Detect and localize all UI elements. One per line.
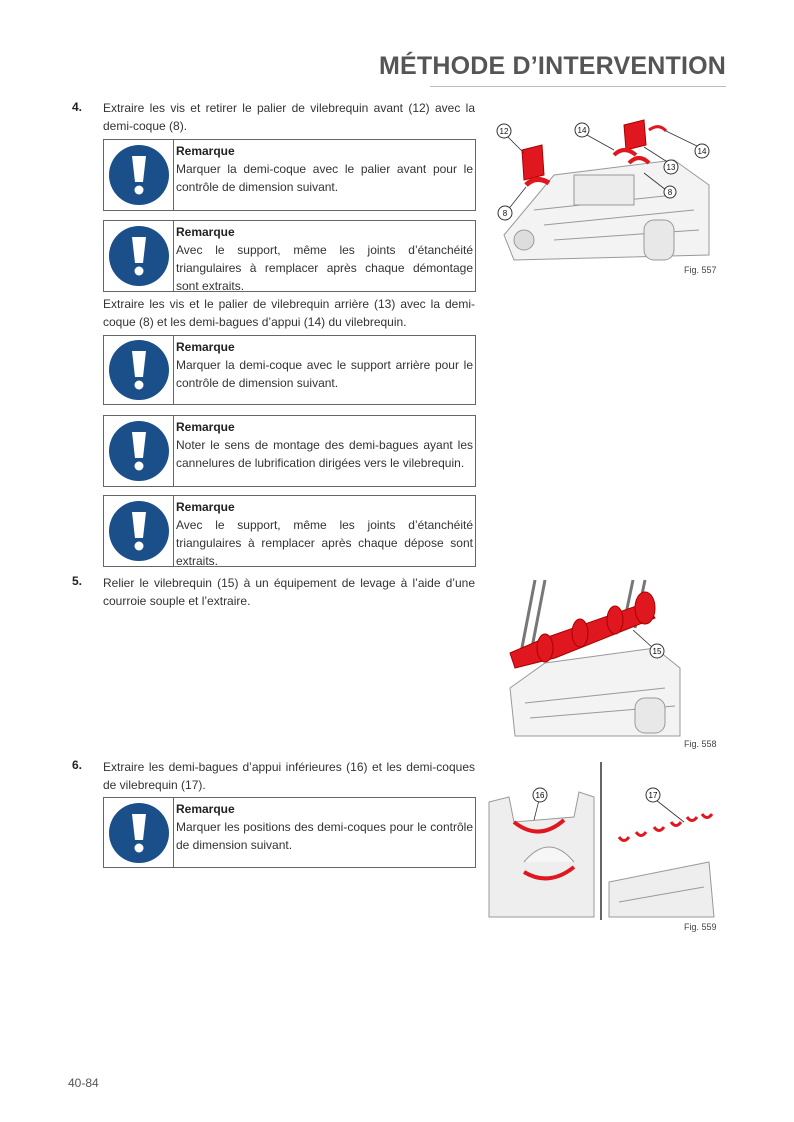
figure-559-half-rings-and-shells bbox=[484, 762, 718, 920]
step-5-text: Relier le vilebrequin (15) à un équipement de levage à l’aide d’une courroie souple et l’extraire. bbox=[103, 576, 475, 608]
remark-box bbox=[103, 139, 476, 211]
remark-box bbox=[103, 797, 476, 868]
remark-title: Remarque bbox=[176, 340, 235, 354]
figure-558-crankshaft-lifting bbox=[505, 578, 685, 738]
callout-label: 16 bbox=[535, 791, 545, 800]
header-divider bbox=[430, 86, 726, 87]
step-4-number: 4. bbox=[72, 100, 83, 114]
page-title: MÉTHODE D’INTERVENTION bbox=[378, 52, 726, 80]
callout-label: 8 bbox=[502, 209, 508, 218]
warning-exclamation-icon bbox=[109, 340, 169, 400]
figure-caption: Fig. 558 bbox=[684, 739, 717, 749]
step-6-number: 6. bbox=[72, 758, 83, 772]
remark-box bbox=[103, 415, 476, 487]
step-4-text: Extraire les vis et retirer le palier de vilebrequin avant (12) avec la demi-coque (8). bbox=[103, 101, 475, 133]
remark-text: Marquer la demi-coque avec le support arrière pour le contrôle de dimension suivant. bbox=[176, 358, 473, 390]
remark-box bbox=[103, 495, 476, 567]
remark-text: Avec le support, même les joints d’étanchéité triangulaires à remplacer après chaque dépose sont extraits. bbox=[176, 518, 473, 568]
remark-text: Avec le support, même les joints d’étanchéité triangulaires à remplacer après chaque démontage sont extraits. bbox=[176, 243, 473, 293]
callout-label: 8 bbox=[667, 188, 673, 197]
remark-title: Remarque bbox=[176, 500, 235, 514]
remark-text: Marquer les positions des demi-coques pour le contrôle de dimension suivant. bbox=[176, 820, 473, 852]
callout-label: 14 bbox=[577, 126, 587, 135]
remark-title: Remarque bbox=[176, 225, 235, 239]
step-5-number: 5. bbox=[72, 574, 83, 588]
figure-caption: Fig. 559 bbox=[684, 922, 717, 932]
callout-label: 17 bbox=[648, 791, 658, 800]
rear-bearing-paragraph: Extraire les vis et le palier de vilebrequin arrière (13) avec la demi-coque (8) et les demi-bagues d’appui (14) du vilebrequin. bbox=[103, 297, 475, 329]
callout-label: 14 bbox=[697, 147, 707, 156]
figure-557-crankshaft-bearing-removal bbox=[494, 115, 716, 263]
warning-exclamation-icon bbox=[109, 421, 169, 481]
remark-title: Remarque bbox=[176, 802, 235, 816]
warning-exclamation-icon bbox=[109, 145, 169, 205]
page-number: 40-84 bbox=[68, 1076, 99, 1090]
remark-box bbox=[103, 335, 476, 405]
remark-text: Marquer la demi-coque avec le palier avant pour le contrôle de dimension suivant. bbox=[176, 162, 473, 194]
warning-exclamation-icon bbox=[109, 226, 169, 286]
remark-title: Remarque bbox=[176, 420, 235, 434]
remark-box bbox=[103, 220, 476, 292]
callout-label: 12 bbox=[499, 127, 509, 136]
warning-exclamation-icon bbox=[109, 803, 169, 863]
remark-text: Noter le sens de montage des demi-bagues ayant les cannelures de lubrification dirigées vers le vilebrequin. bbox=[176, 438, 473, 470]
warning-exclamation-icon bbox=[109, 501, 169, 561]
callout-label: 15 bbox=[652, 647, 662, 656]
remark-title: Remarque bbox=[176, 144, 235, 158]
callout-label: 13 bbox=[666, 163, 676, 172]
figure-caption: Fig. 557 bbox=[684, 265, 717, 275]
step-6-text: Extraire les demi-bagues d’appui inférieures (16) et les demi-coques de vilebrequin (17). bbox=[103, 760, 475, 792]
